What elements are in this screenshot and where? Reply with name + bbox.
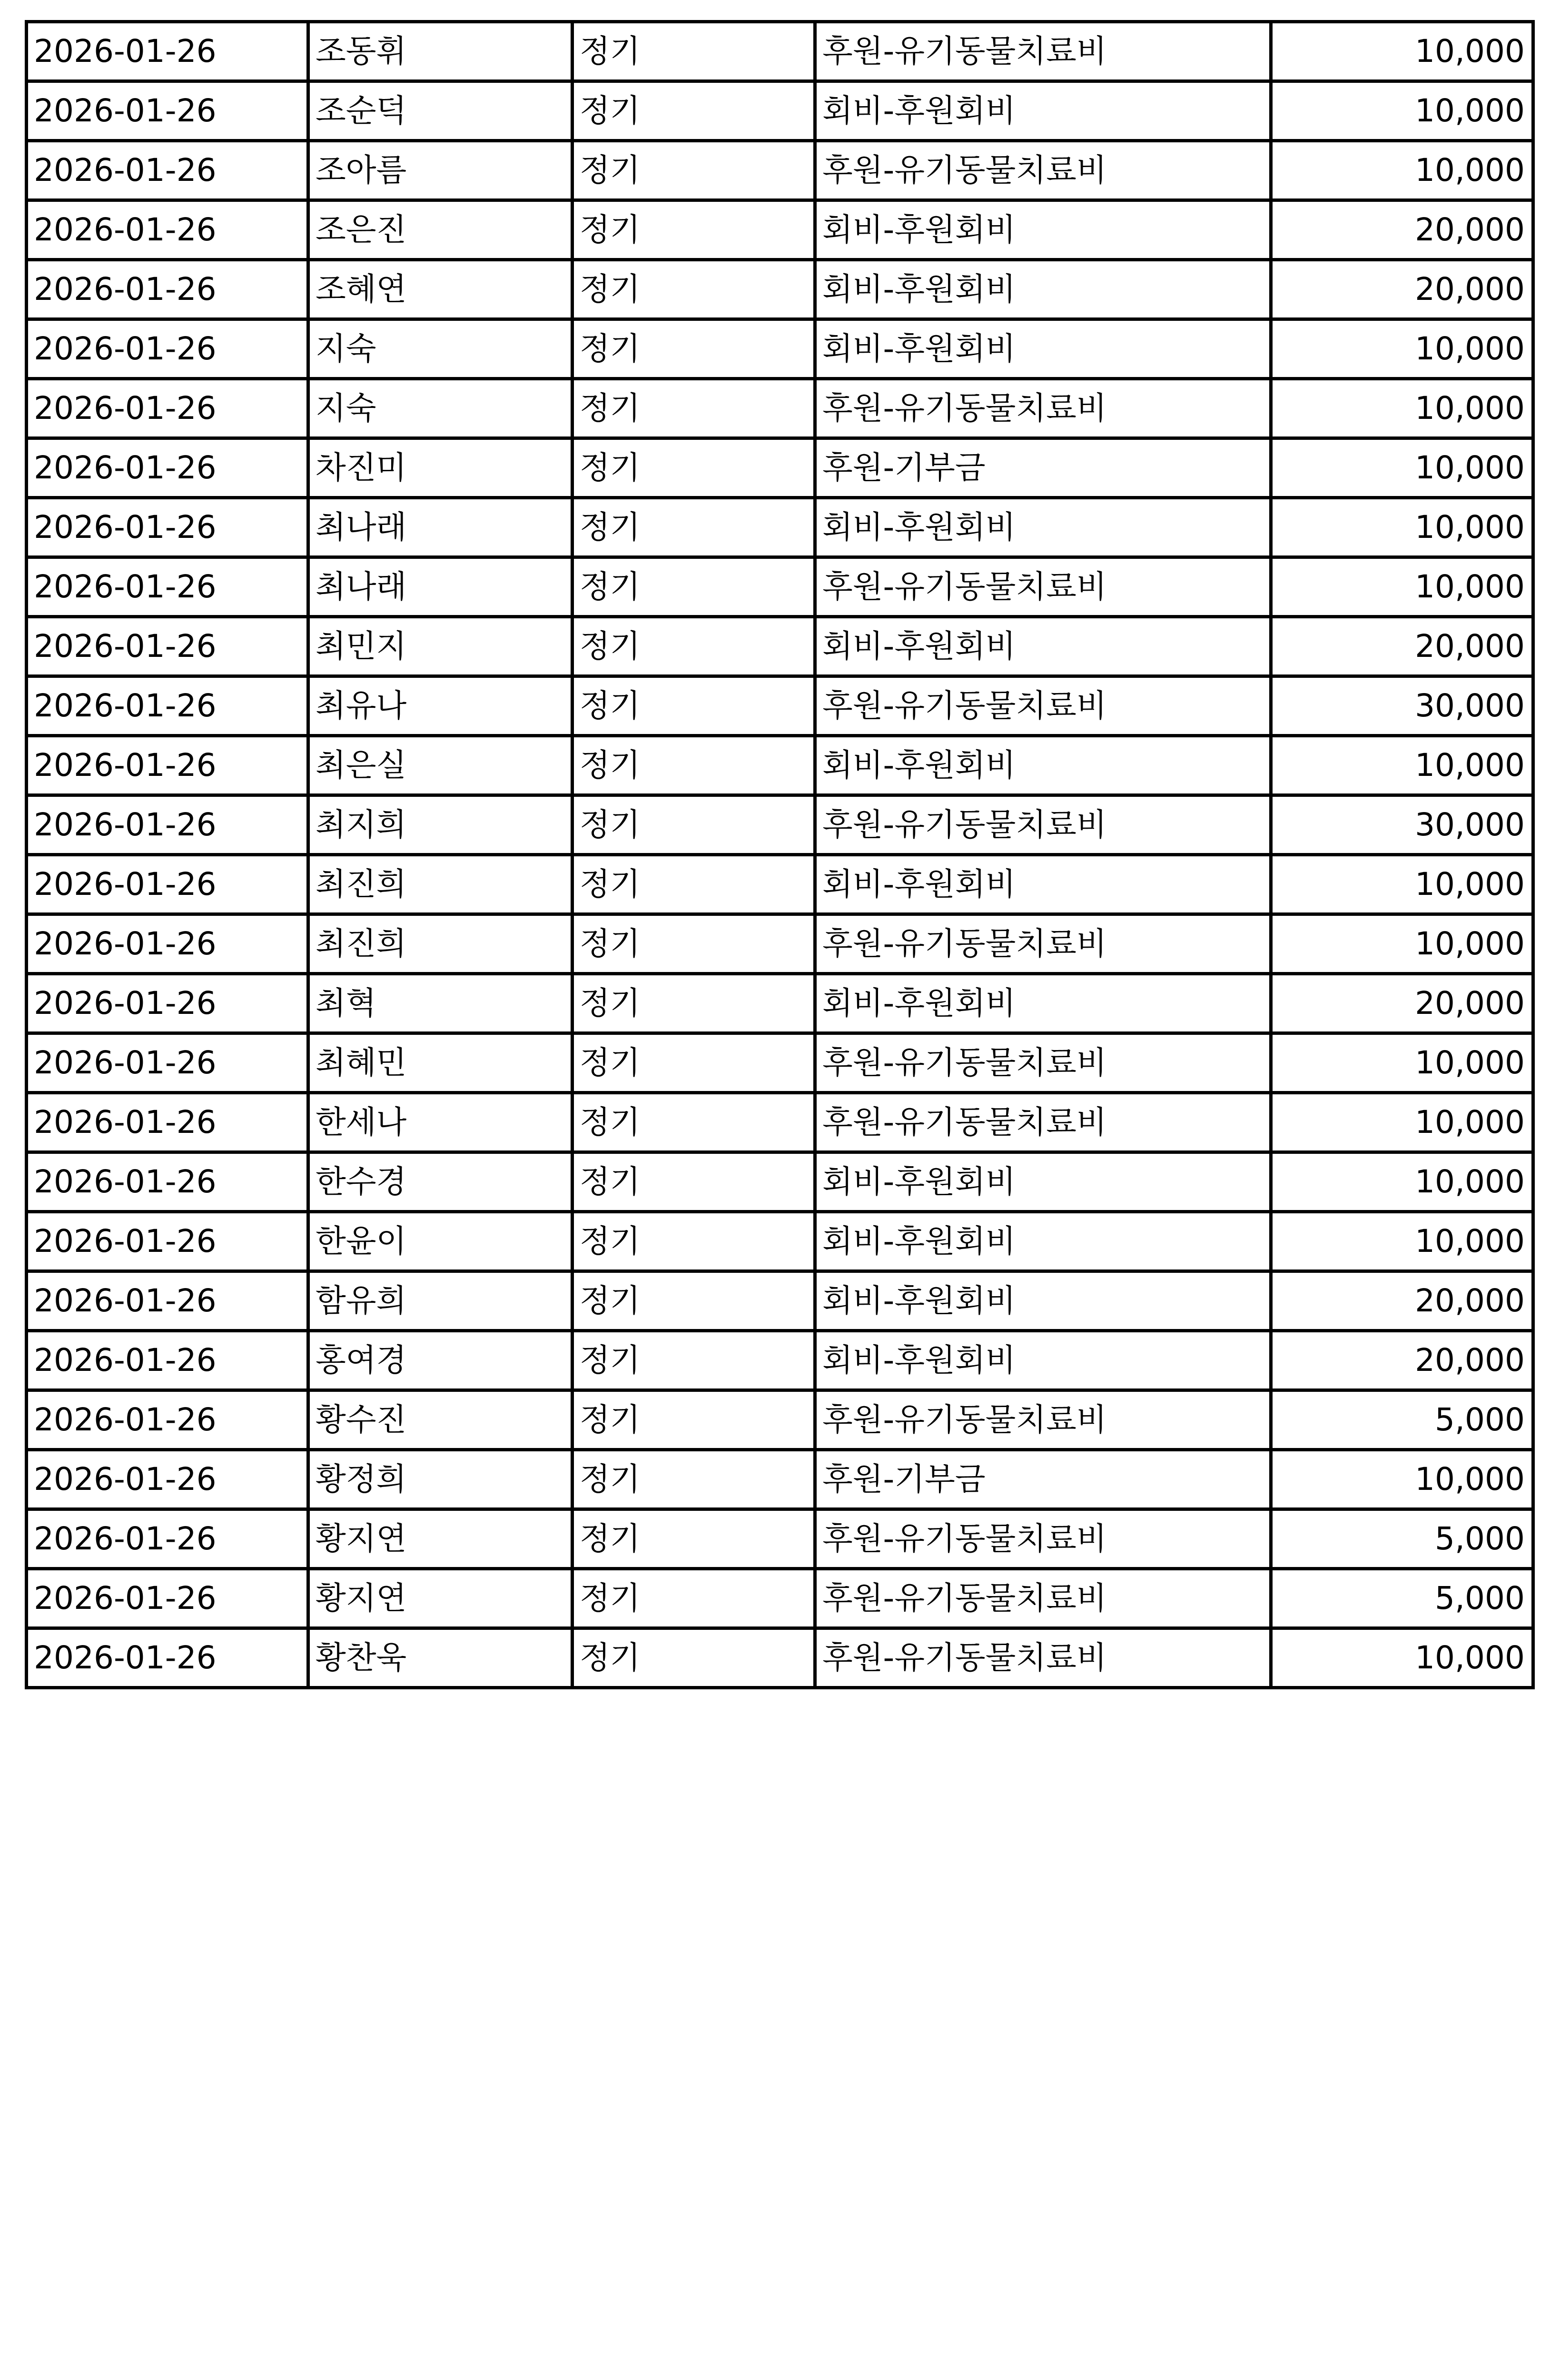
table-row — [27, 1152, 1533, 1212]
name-cell: 지숙 — [308, 379, 573, 438]
name-cell: 황정희 — [308, 1450, 573, 1509]
amount-cell: 10,000 — [1271, 736, 1533, 795]
name-cell: 차진미 — [308, 438, 573, 498]
item-cell: 후원-유기동물치료비 — [815, 914, 1271, 974]
table-row — [27, 1212, 1533, 1271]
name-cell: 최지희 — [308, 795, 573, 855]
date-cell: 2026-01-26 — [27, 1033, 308, 1093]
item-cell: 후원-유기동물치료비 — [815, 1390, 1271, 1450]
amount-cell: 30,000 — [1271, 676, 1533, 736]
date-cell: 2026-01-26 — [27, 974, 308, 1033]
donation-ledger-table — [25, 20, 1535, 1689]
type-cell: 정기 — [573, 676, 815, 736]
amount-cell: 10,000 — [1271, 1093, 1533, 1152]
date-cell: 2026-01-26 — [27, 676, 308, 736]
name-cell: 최나래 — [308, 498, 573, 557]
amount-cell: 20,000 — [1271, 974, 1533, 1033]
name-cell: 황찬욱 — [308, 1628, 573, 1688]
date-cell: 2026-01-26 — [27, 617, 308, 676]
item-cell: 후원-유기동물치료비 — [815, 1569, 1271, 1628]
date-cell: 2026-01-26 — [27, 438, 308, 498]
item-cell: 후원-유기동물치료비 — [815, 22, 1271, 81]
table-row — [27, 200, 1533, 260]
type-cell: 정기 — [573, 260, 815, 319]
table-row — [27, 1331, 1533, 1390]
type-cell: 정기 — [573, 795, 815, 855]
amount-cell: 10,000 — [1271, 319, 1533, 379]
item-cell: 후원-유기동물치료비 — [815, 1628, 1271, 1688]
amount-cell: 20,000 — [1271, 617, 1533, 676]
name-cell: 한수경 — [308, 1152, 573, 1212]
name-cell: 황수진 — [308, 1390, 573, 1450]
table-row — [27, 379, 1533, 438]
amount-cell: 20,000 — [1271, 1271, 1533, 1331]
table-row — [27, 498, 1533, 557]
type-cell: 정기 — [573, 1033, 815, 1093]
date-cell: 2026-01-26 — [27, 81, 308, 141]
amount-cell: 10,000 — [1271, 438, 1533, 498]
type-cell: 정기 — [573, 1569, 815, 1628]
ledger-body — [27, 22, 1533, 1688]
amount-cell: 10,000 — [1271, 81, 1533, 141]
item-cell: 회비-후원회비 — [815, 855, 1271, 914]
name-cell: 최진희 — [308, 855, 573, 914]
amount-cell: 20,000 — [1271, 1331, 1533, 1390]
item-cell: 후원-유기동물치료비 — [815, 1093, 1271, 1152]
table-row — [27, 319, 1533, 379]
item-cell: 후원-기부금 — [815, 438, 1271, 498]
type-cell: 정기 — [573, 617, 815, 676]
type-cell: 정기 — [573, 1093, 815, 1152]
date-cell: 2026-01-26 — [27, 498, 308, 557]
amount-cell: 10,000 — [1271, 1450, 1533, 1509]
amount-cell: 10,000 — [1271, 855, 1533, 914]
table-row — [27, 914, 1533, 974]
item-cell: 후원-유기동물치료비 — [815, 379, 1271, 438]
type-cell: 정기 — [573, 914, 815, 974]
type-cell: 정기 — [573, 141, 815, 200]
name-cell: 한세나 — [308, 1093, 573, 1152]
item-cell: 회비-후원회비 — [815, 200, 1271, 260]
table-row — [27, 557, 1533, 617]
item-cell: 회비-후원회비 — [815, 736, 1271, 795]
amount-cell: 10,000 — [1271, 1212, 1533, 1271]
table-row — [27, 974, 1533, 1033]
name-cell: 최혜민 — [308, 1033, 573, 1093]
amount-cell: 10,000 — [1271, 1152, 1533, 1212]
type-cell: 정기 — [573, 319, 815, 379]
amount-cell: 5,000 — [1271, 1509, 1533, 1569]
date-cell: 2026-01-26 — [27, 1569, 308, 1628]
name-cell: 한윤이 — [308, 1212, 573, 1271]
item-cell: 회비-후원회비 — [815, 260, 1271, 319]
date-cell: 2026-01-26 — [27, 200, 308, 260]
item-cell: 회비-후원회비 — [815, 81, 1271, 141]
type-cell: 정기 — [573, 1331, 815, 1390]
table-row — [27, 22, 1533, 81]
amount-cell: 10,000 — [1271, 141, 1533, 200]
item-cell: 회비-후원회비 — [815, 1271, 1271, 1331]
name-cell: 조혜연 — [308, 260, 573, 319]
name-cell: 조순덕 — [308, 81, 573, 141]
type-cell: 정기 — [573, 1509, 815, 1569]
date-cell: 2026-01-26 — [27, 1509, 308, 1569]
date-cell: 2026-01-26 — [27, 1628, 308, 1688]
name-cell: 최유나 — [308, 676, 573, 736]
type-cell: 정기 — [573, 81, 815, 141]
table-row — [27, 141, 1533, 200]
date-cell: 2026-01-26 — [27, 319, 308, 379]
amount-cell: 20,000 — [1271, 260, 1533, 319]
amount-cell: 5,000 — [1271, 1390, 1533, 1450]
table-row — [27, 1569, 1533, 1628]
type-cell: 정기 — [573, 1450, 815, 1509]
date-cell: 2026-01-26 — [27, 1271, 308, 1331]
item-cell: 후원-유기동물치료비 — [815, 1033, 1271, 1093]
type-cell: 정기 — [573, 200, 815, 260]
date-cell: 2026-01-26 — [27, 141, 308, 200]
table-row — [27, 736, 1533, 795]
name-cell: 조동휘 — [308, 22, 573, 81]
name-cell: 황지연 — [308, 1569, 573, 1628]
name-cell: 최은실 — [308, 736, 573, 795]
type-cell: 정기 — [573, 438, 815, 498]
name-cell: 최민지 — [308, 617, 573, 676]
table-row — [27, 855, 1533, 914]
item-cell: 후원-유기동물치료비 — [815, 141, 1271, 200]
type-cell: 정기 — [573, 557, 815, 617]
date-cell: 2026-01-26 — [27, 795, 308, 855]
item-cell: 회비-후원회비 — [815, 1152, 1271, 1212]
name-cell: 조은진 — [308, 200, 573, 260]
table-row — [27, 1093, 1533, 1152]
date-cell: 2026-01-26 — [27, 260, 308, 319]
amount-cell: 10,000 — [1271, 22, 1533, 81]
date-cell: 2026-01-26 — [27, 736, 308, 795]
name-cell: 최진희 — [308, 914, 573, 974]
item-cell: 후원-유기동물치료비 — [815, 557, 1271, 617]
name-cell: 지숙 — [308, 319, 573, 379]
type-cell: 정기 — [573, 498, 815, 557]
amount-cell: 10,000 — [1271, 379, 1533, 438]
type-cell: 정기 — [573, 22, 815, 81]
item-cell: 회비-후원회비 — [815, 617, 1271, 676]
date-cell: 2026-01-26 — [27, 379, 308, 438]
table-row — [27, 438, 1533, 498]
date-cell: 2026-01-26 — [27, 557, 308, 617]
name-cell: 홍여경 — [308, 1331, 573, 1390]
type-cell: 정기 — [573, 974, 815, 1033]
table-row — [27, 1450, 1533, 1509]
item-cell: 후원-유기동물치료비 — [815, 1509, 1271, 1569]
type-cell: 정기 — [573, 379, 815, 438]
item-cell: 후원-유기동물치료비 — [815, 795, 1271, 855]
amount-cell: 5,000 — [1271, 1569, 1533, 1628]
name-cell: 황지연 — [308, 1509, 573, 1569]
amount-cell: 20,000 — [1271, 200, 1533, 260]
item-cell: 회비-후원회비 — [815, 1212, 1271, 1271]
type-cell: 정기 — [573, 1628, 815, 1688]
item-cell: 회비-후원회비 — [815, 498, 1271, 557]
item-cell: 후원-기부금 — [815, 1450, 1271, 1509]
name-cell: 함유희 — [308, 1271, 573, 1331]
table-row — [27, 1509, 1533, 1569]
amount-cell: 10,000 — [1271, 1628, 1533, 1688]
name-cell: 조아름 — [308, 141, 573, 200]
table-row — [27, 617, 1533, 676]
date-cell: 2026-01-26 — [27, 855, 308, 914]
type-cell: 정기 — [573, 1271, 815, 1331]
amount-cell: 30,000 — [1271, 795, 1533, 855]
item-cell: 회비-후원회비 — [815, 974, 1271, 1033]
table-row — [27, 1390, 1533, 1450]
type-cell: 정기 — [573, 1390, 815, 1450]
date-cell: 2026-01-26 — [27, 1152, 308, 1212]
amount-cell: 10,000 — [1271, 914, 1533, 974]
date-cell: 2026-01-26 — [27, 1331, 308, 1390]
item-cell: 회비-후원회비 — [815, 1331, 1271, 1390]
date-cell: 2026-01-26 — [27, 1390, 308, 1450]
table-row — [27, 1628, 1533, 1688]
date-cell: 2026-01-26 — [27, 914, 308, 974]
type-cell: 정기 — [573, 1152, 815, 1212]
type-cell: 정기 — [573, 736, 815, 795]
name-cell: 최나래 — [308, 557, 573, 617]
item-cell: 회비-후원회비 — [815, 319, 1271, 379]
table-row — [27, 260, 1533, 319]
date-cell: 2026-01-26 — [27, 22, 308, 81]
date-cell: 2026-01-26 — [27, 1093, 308, 1152]
table-row — [27, 795, 1533, 855]
table-row — [27, 1271, 1533, 1331]
date-cell: 2026-01-26 — [27, 1212, 308, 1271]
amount-cell: 10,000 — [1271, 498, 1533, 557]
date-cell: 2026-01-26 — [27, 1450, 308, 1509]
amount-cell: 10,000 — [1271, 557, 1533, 617]
type-cell: 정기 — [573, 855, 815, 914]
table-row — [27, 1033, 1533, 1093]
name-cell: 최혁 — [308, 974, 573, 1033]
table-row — [27, 676, 1533, 736]
table-row — [27, 81, 1533, 141]
item-cell: 후원-유기동물치료비 — [815, 676, 1271, 736]
type-cell: 정기 — [573, 1212, 815, 1271]
amount-cell: 10,000 — [1271, 1033, 1533, 1093]
